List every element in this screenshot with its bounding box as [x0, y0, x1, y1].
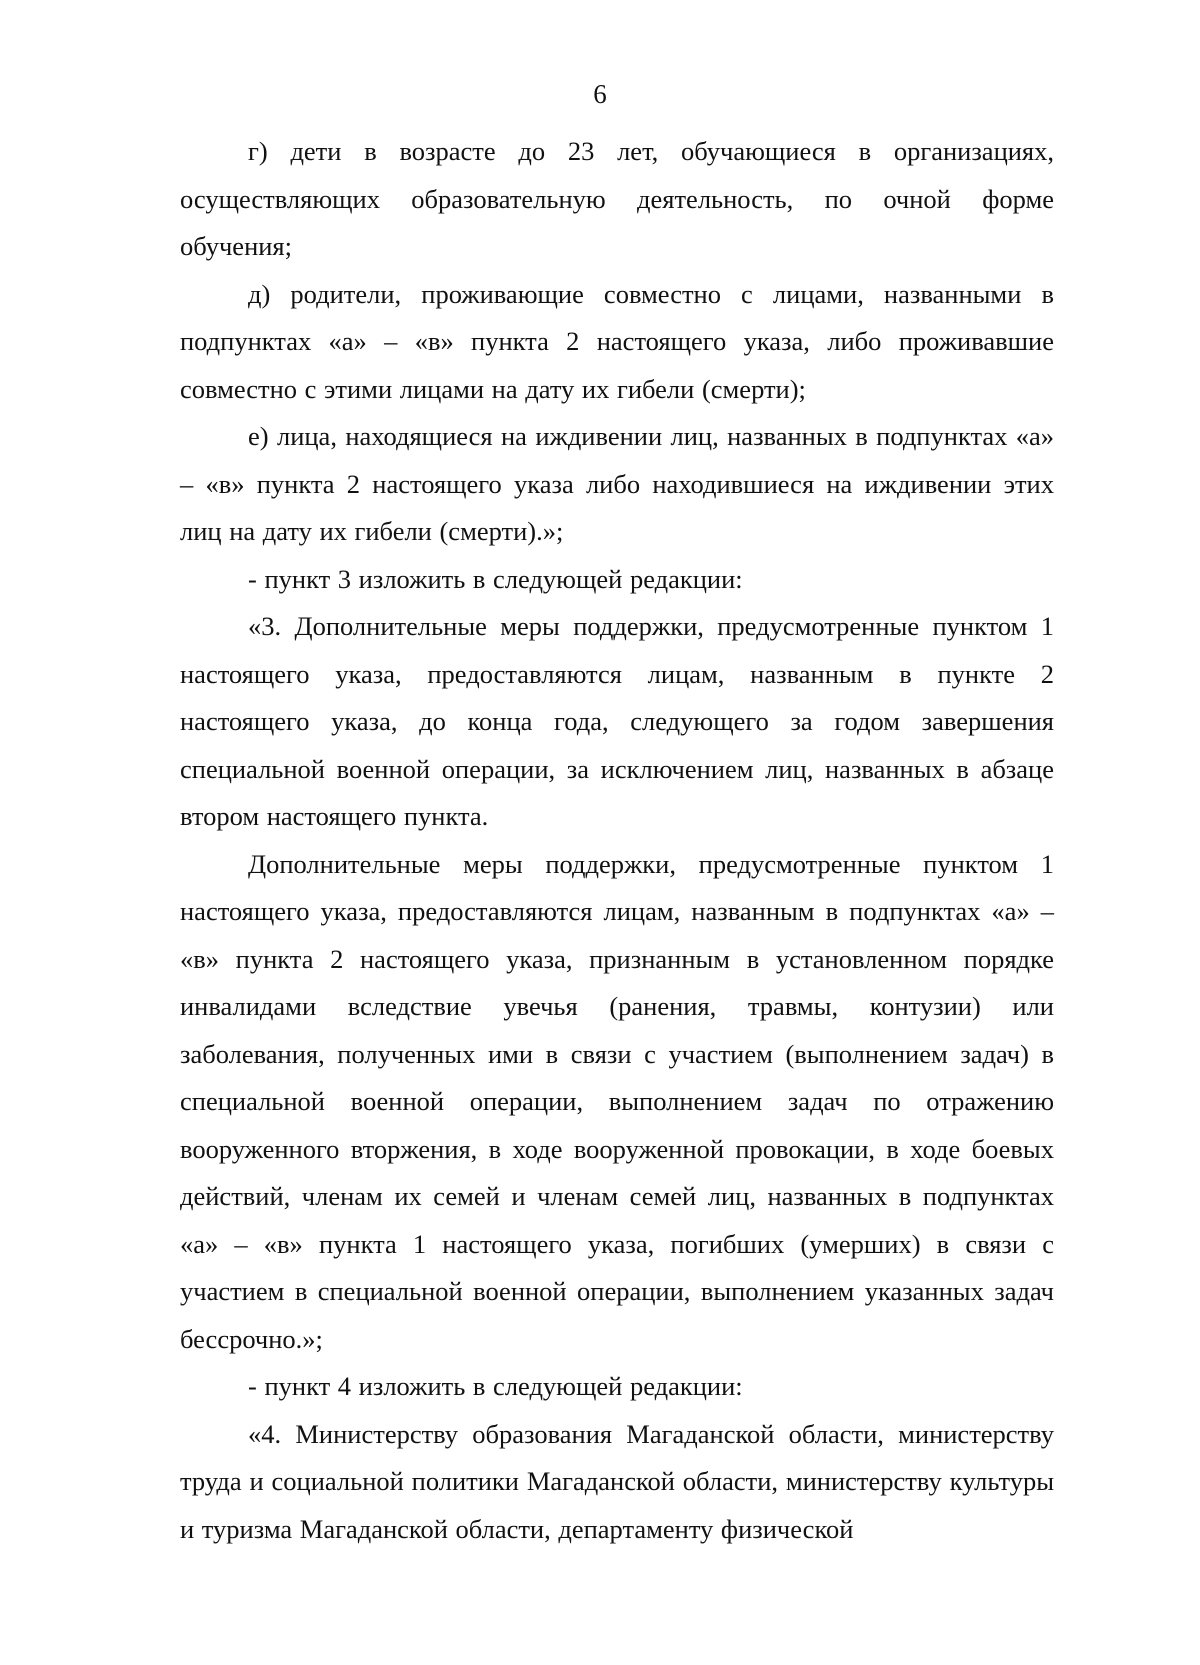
document-body — [180, 128, 1054, 1553]
paragraph-subitem-e: е) лица, находящиеся на иждивении лиц, названных в подпунктах «а» – «в» пункта 2 настоящего указа либо находившиеся на иждивении этих лиц на дату их гибели (смерти).»; — [180, 421, 1054, 546]
paragraph-subitem-g: г) дети в возрасте до 23 лет, обучающиеся в организациях, осуществляющих образовательную деятельность, по очной форме обучения; — [180, 136, 1054, 261]
page-number: 6 — [593, 79, 607, 109]
paragraph-subitem-d: д) родители, проживающие совместно с лицами, названными в подпунктах «а» – «в» пункта 2 настоящего указа, либо проживавшие совместно с этими лицами на дату их гибели (смерти); — [180, 278, 1054, 404]
paragraph-instruction-point-3: - пункт 3 изложить в следующей редакции: — [248, 563, 743, 594]
paragraph-point-4: «4. Министерству образования Магаданской области, министерству труда и социальной политики Магаданской области, министерству культуры и туризма Магаданской области, департаменту физической — [180, 1418, 1054, 1544]
paragraph-instruction-point-4: - пункт 4 изложить в следующей редакции: — [248, 1371, 743, 1401]
paragraph-point-3: «3. Дополнительные меры поддержки, предусмотренные пунктом 1 настоящего указа, предоставляются лицам, названным в пункте 2 настоящего указа, до конца года, следующего за годом завершения специальной военной операции, за исключением лиц, названных в абзаце втором настоящего пункта. — [180, 611, 1054, 831]
paragraph-point-3-second: Дополнительные меры поддержки, предусмотренные пунктом 1 настоящего указа, предоставляются лицам, названным в подпунктах «а» – «в» пункта 2 настоящего указа, признанным в установленном порядке инвалидами вследствие увечья (ранения, травмы, контузии) или заболевания, полученных ими в связи с участием (выполнением задач) в специальной военной операции, выполнением задач по отражению вооруженного вторжения, в ходе вооруженной провокации, в ходе боевых действий, членам их семей и членам семей лиц, названных в подпунктах «а» – «в» пункта 1 настоящего указа, погибших (умерших) в связи с участием в специальной военной операции, выполнением указанных задач бессрочно.»; — [180, 848, 1054, 1354]
